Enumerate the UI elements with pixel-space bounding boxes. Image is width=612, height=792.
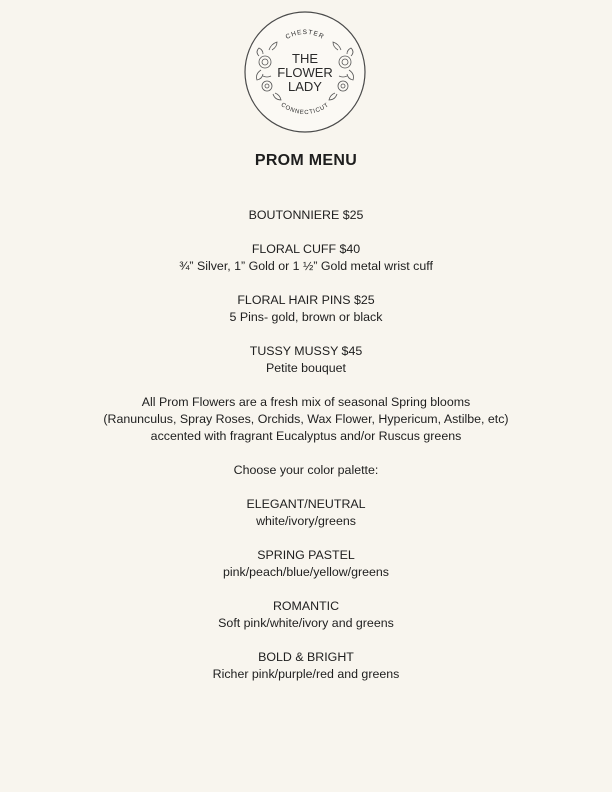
item-description: ¾” Silver, 1” Gold or 1 ½” Gold metal wrist cuff	[179, 259, 433, 273]
palette-option	[0, 496, 612, 530]
menu-item	[0, 343, 612, 377]
item-name: FLORAL HAIR PINS $25	[237, 293, 375, 307]
logo-line1: THE	[292, 51, 318, 66]
logo-line2: FLOWER	[277, 65, 333, 80]
flowers-description	[0, 394, 612, 445]
palette-name: BOLD & BRIGHT	[258, 650, 354, 664]
logo	[243, 10, 367, 134]
palette-option	[0, 547, 612, 581]
item-name: FLORAL CUFF $40	[251, 242, 361, 256]
description-line: (Ranunculus, Spray Roses, Orchids, Wax Flower, Hypericum, Astilbe, etc)	[103, 412, 509, 426]
description-line: All Prom Flowers are a fresh mix of seasonal Spring blooms	[141, 395, 471, 409]
flower-lady-logo	[243, 10, 367, 134]
palette-name: SPRING PASTEL	[257, 548, 355, 562]
item-name: BOUTONNIERE $25	[248, 208, 364, 222]
palette-intro-text: Choose your color palette:	[233, 463, 379, 477]
menu-item	[0, 292, 612, 326]
palette-option	[0, 598, 612, 632]
palette-intro	[0, 462, 612, 479]
description-line: accented with fragrant Eucalyptus and/or Ruscus greens	[150, 429, 462, 443]
item-description: 5 Pins- gold, brown or black	[229, 310, 383, 324]
palette-name: ROMANTIC	[272, 599, 340, 613]
palette-colors: Soft pink/white/ivory and greens	[218, 616, 394, 630]
item-description: Petite bouquet	[266, 361, 346, 375]
palette-name: ELEGANT/NEUTRAL	[246, 497, 366, 511]
logo-top-text: CHESTER	[284, 28, 326, 41]
palette-option	[0, 649, 612, 683]
menu-item	[0, 207, 612, 224]
menu-body	[0, 207, 612, 683]
page-title: PROM MENU	[254, 152, 358, 169]
palette-colors: white/ivory/greens	[256, 514, 356, 528]
logo-line3: LADY	[288, 79, 322, 94]
palette-colors: Richer pink/purple/red and greens	[212, 667, 400, 681]
item-name: TUSSY MUSSY $45	[249, 344, 363, 358]
menu-item	[0, 241, 612, 275]
palette-colors: pink/peach/blue/yellow/greens	[222, 565, 389, 579]
logo-bottom-text: CONNECTICUT	[279, 102, 331, 117]
